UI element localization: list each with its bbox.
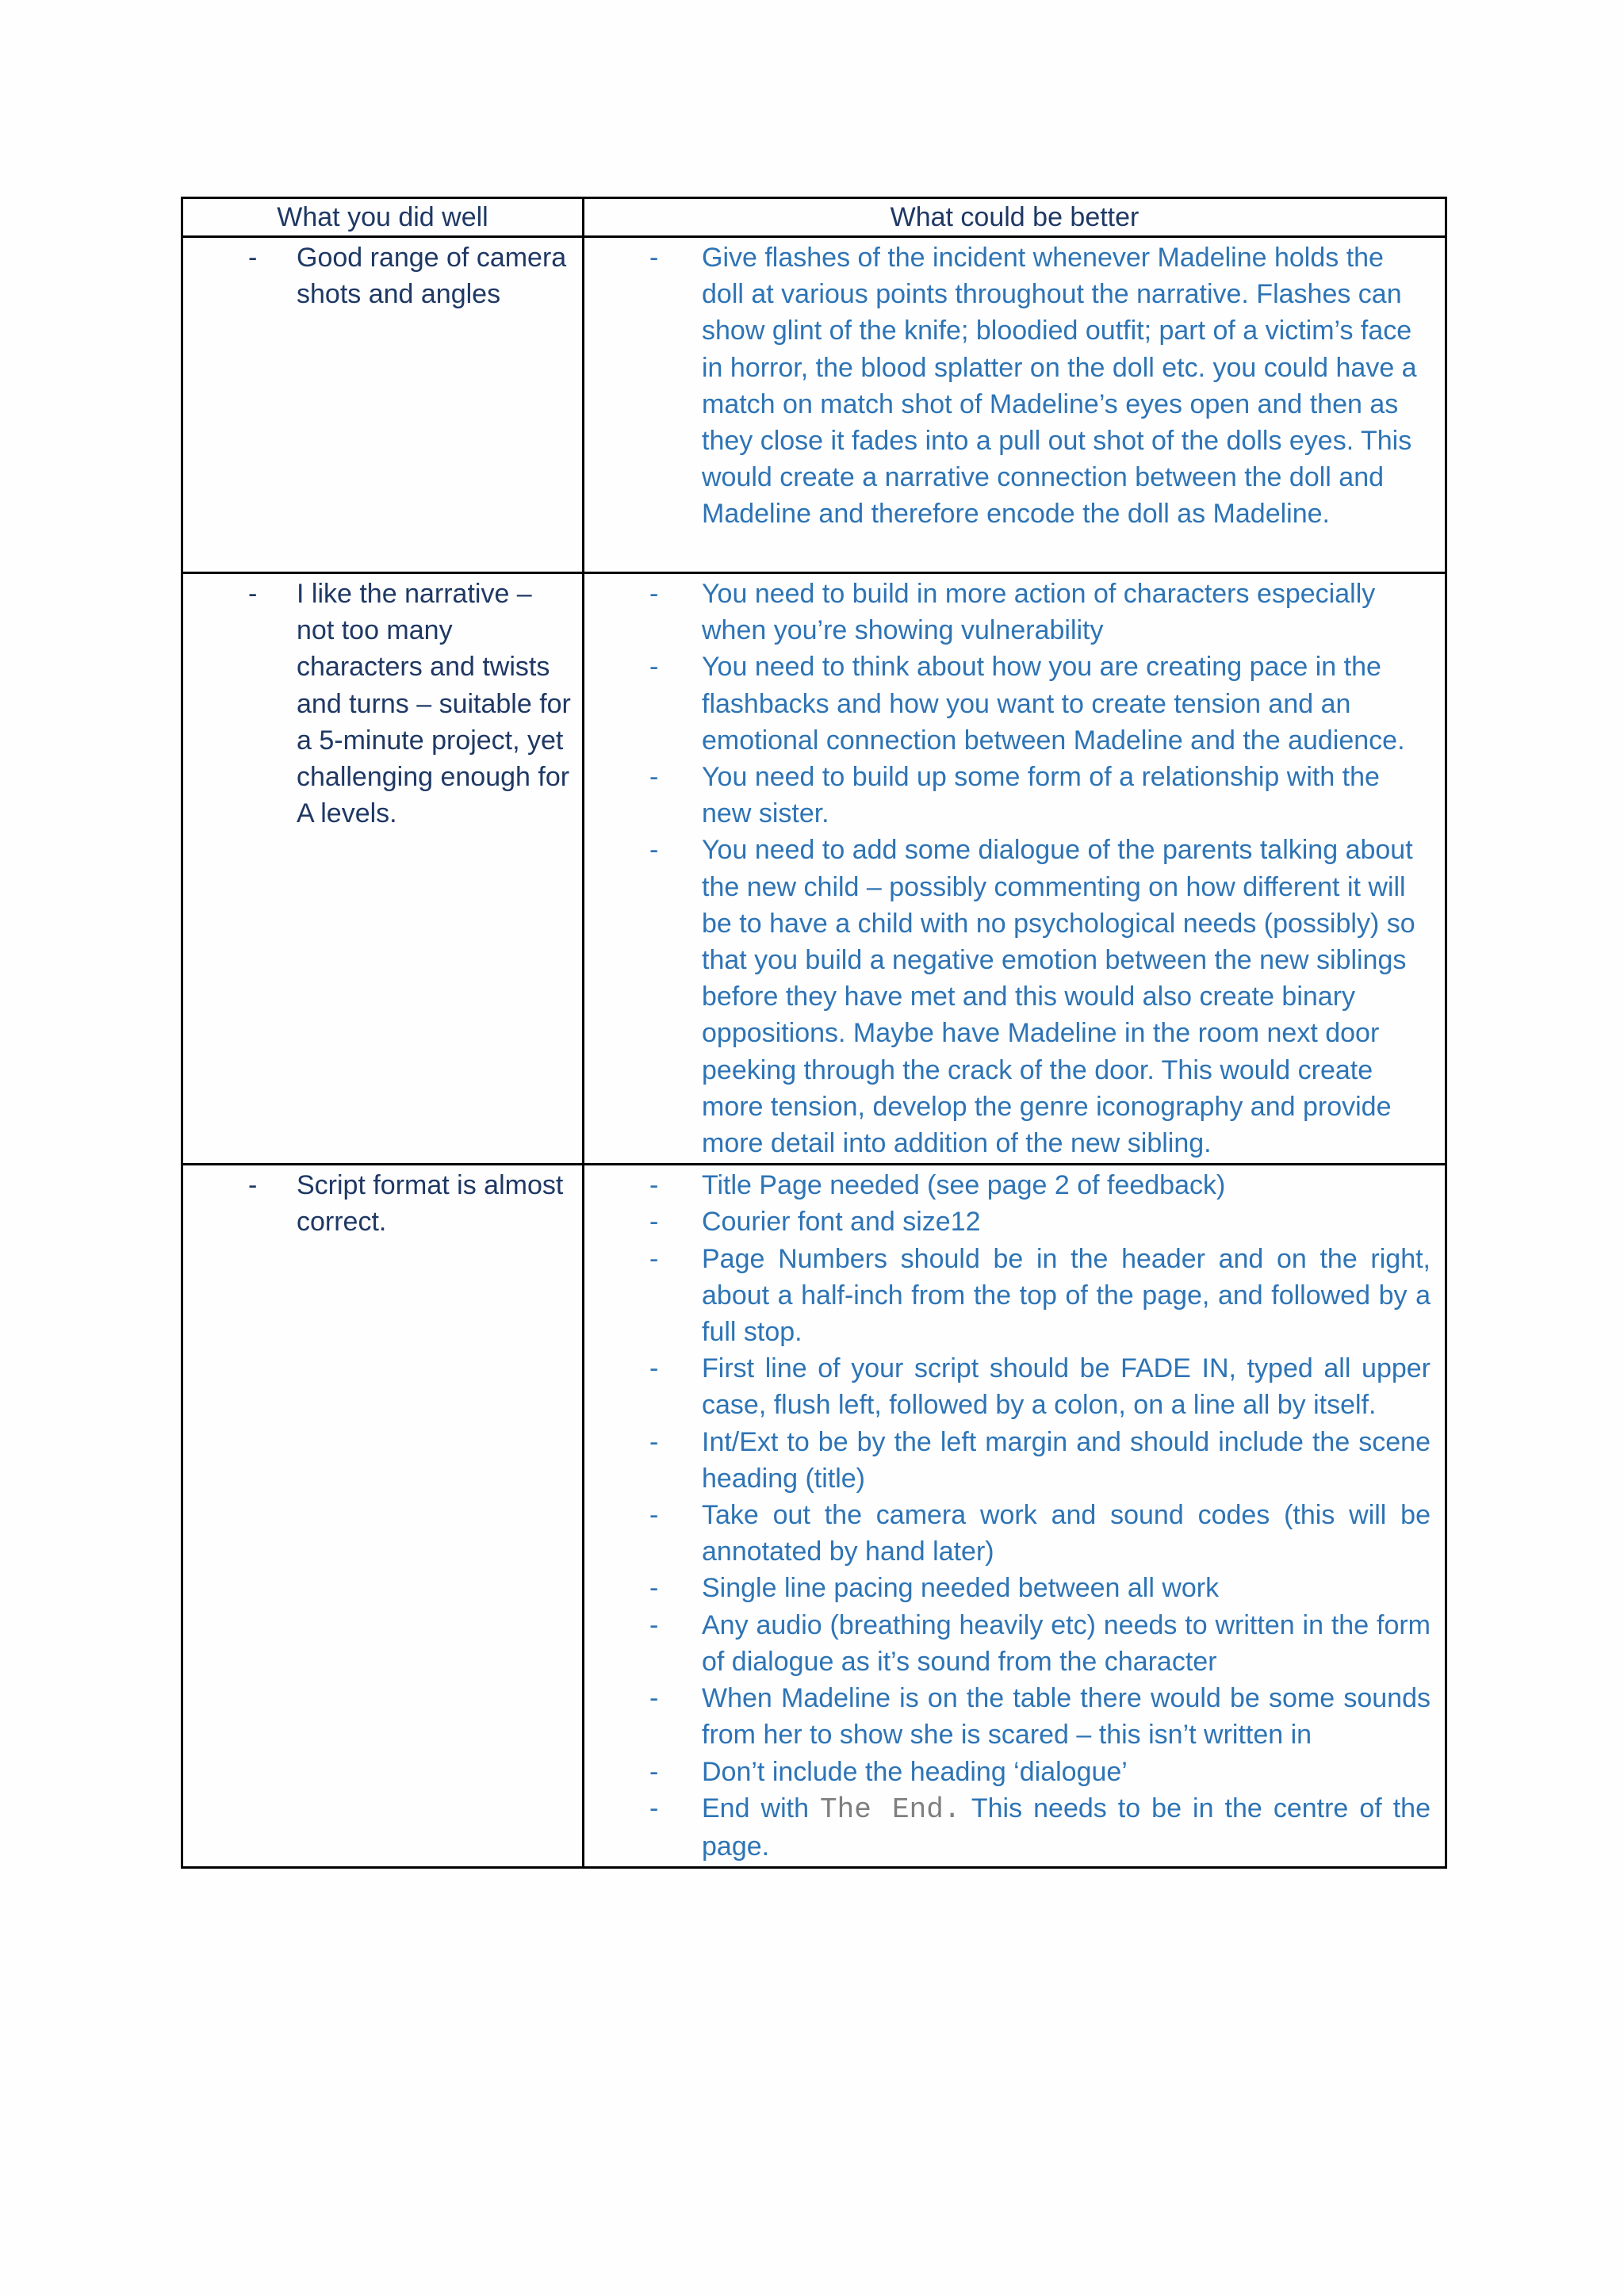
- list-item: - Courier font and size12: [584, 1203, 1445, 1240]
- dash-bullet: -: [649, 1353, 659, 1384]
- list-item: - Good range of camera shots and angles: [183, 239, 582, 312]
- table-row: [182, 237, 1446, 573]
- list-item: - Single line pacing needed between all work: [584, 1570, 1445, 1606]
- list-item: - Int/Ext to be by the left margin and should include the scene heading (title): [584, 1424, 1445, 1497]
- could-be-better-cell: [584, 573, 1446, 1165]
- list-item: - Any audio (breathing heavily etc) needs to written in the form of dialogue as it’s sound from the character: [584, 1607, 1445, 1680]
- dash-bullet: -: [649, 243, 659, 273]
- the-end-text: The End.: [820, 1793, 961, 1826]
- list-item: - Page Numbers should be in the header and on the right, about a half-inch from the top of the page, and followed by a full stop.: [584, 1241, 1445, 1351]
- list-item: - Script format is almost correct.: [183, 1167, 582, 1240]
- dash-bullet: -: [649, 1573, 659, 1604]
- dash-bullet: -: [649, 1207, 659, 1238]
- header-could-be-better: What could be better: [584, 198, 1446, 237]
- did-well-cell: [182, 237, 584, 573]
- list-item: - Take out the camera work and sound codes (this will be annotated by hand later): [584, 1497, 1445, 1570]
- header-row: [182, 198, 1446, 237]
- table-row: [182, 1165, 1446, 1868]
- list-item: - Title Page needed (see page 2 of feedback): [584, 1167, 1445, 1203]
- dash-bullet: -: [649, 1170, 659, 1201]
- could-be-better-cell: [584, 1165, 1446, 1868]
- list-item: - End with The End. This needs to be in the centre of the page.: [584, 1790, 1445, 1865]
- dash-bullet: -: [649, 1609, 659, 1640]
- dash-bullet: -: [649, 835, 659, 866]
- dash-bullet: -: [248, 579, 258, 609]
- dash-bullet: -: [649, 1243, 659, 1274]
- could-be-better-cell: [584, 237, 1446, 573]
- table-row: [182, 573, 1446, 1165]
- list-item: - First line of your script should be FADE IN, typed all upper case, flush left, followed by a colon, on a line all by itself.: [584, 1350, 1445, 1423]
- list-item: - You need to add some dialogue of the parents talking about the new child – possibly commenting on how different it will be to have a child with no psychological needs (possibly) so that you build a negative emotion between the new siblings before they have met and this would also create binary oppositions. Maybe have Madeline in the room next door peeking through the crack of the door. This would create more tension, develop the genre iconography and provide more detail into addition of the new sibling.: [584, 832, 1445, 1161]
- dash-bullet: -: [248, 1170, 258, 1201]
- dash-bullet: -: [649, 1756, 659, 1787]
- header-did-well: What you did well: [182, 198, 584, 237]
- did-well-cell: [182, 1165, 584, 1868]
- dash-bullet: -: [649, 1683, 659, 1714]
- list-item: - You need to build in more action of characters especially when you’re showing vulnerability: [584, 576, 1445, 649]
- list-item: - I like the narrative – not too many characters and twists and turns – suitable for a 5-minute project, yet challenging enough for A levels.: [183, 576, 582, 832]
- dash-bullet: -: [248, 243, 258, 273]
- did-well-cell: [182, 573, 584, 1165]
- list-item: - Give flashes of the incident whenever Madeline holds the doll at various points throughout the narrative. Flashes can show glint of the knife; bloodied outfit; part of a victim’s face in horror, the blood splatter on the doll etc. you could have a match on match shot of Madeline’s eyes open and then as they close it fades into a pull out shot of the dolls eyes. This would create a narrative connection between the doll and Madeline and therefore encode the doll as Madeline.: [584, 239, 1445, 533]
- list-item: - Don’t include the heading ‘dialogue’: [584, 1754, 1445, 1790]
- dash-bullet: -: [649, 652, 659, 683]
- dash-bullet: -: [649, 579, 659, 609]
- dash-bullet: -: [649, 1793, 659, 1823]
- list-item: - You need to think about how you are creating pace in the flashbacks and how you want to create tension and an emotional connection between Madeline and the audience.: [584, 649, 1445, 759]
- dash-bullet: -: [649, 1426, 659, 1457]
- list-item: - You need to build up some form of a relationship with the new sister.: [584, 759, 1445, 832]
- list-item: - When Madeline is on the table there would be some sounds from her to show she is scared – this isn’t written in: [584, 1680, 1445, 1753]
- dash-bullet: -: [649, 762, 659, 793]
- feedback-table: [181, 197, 1447, 1869]
- dash-bullet: -: [649, 1500, 659, 1531]
